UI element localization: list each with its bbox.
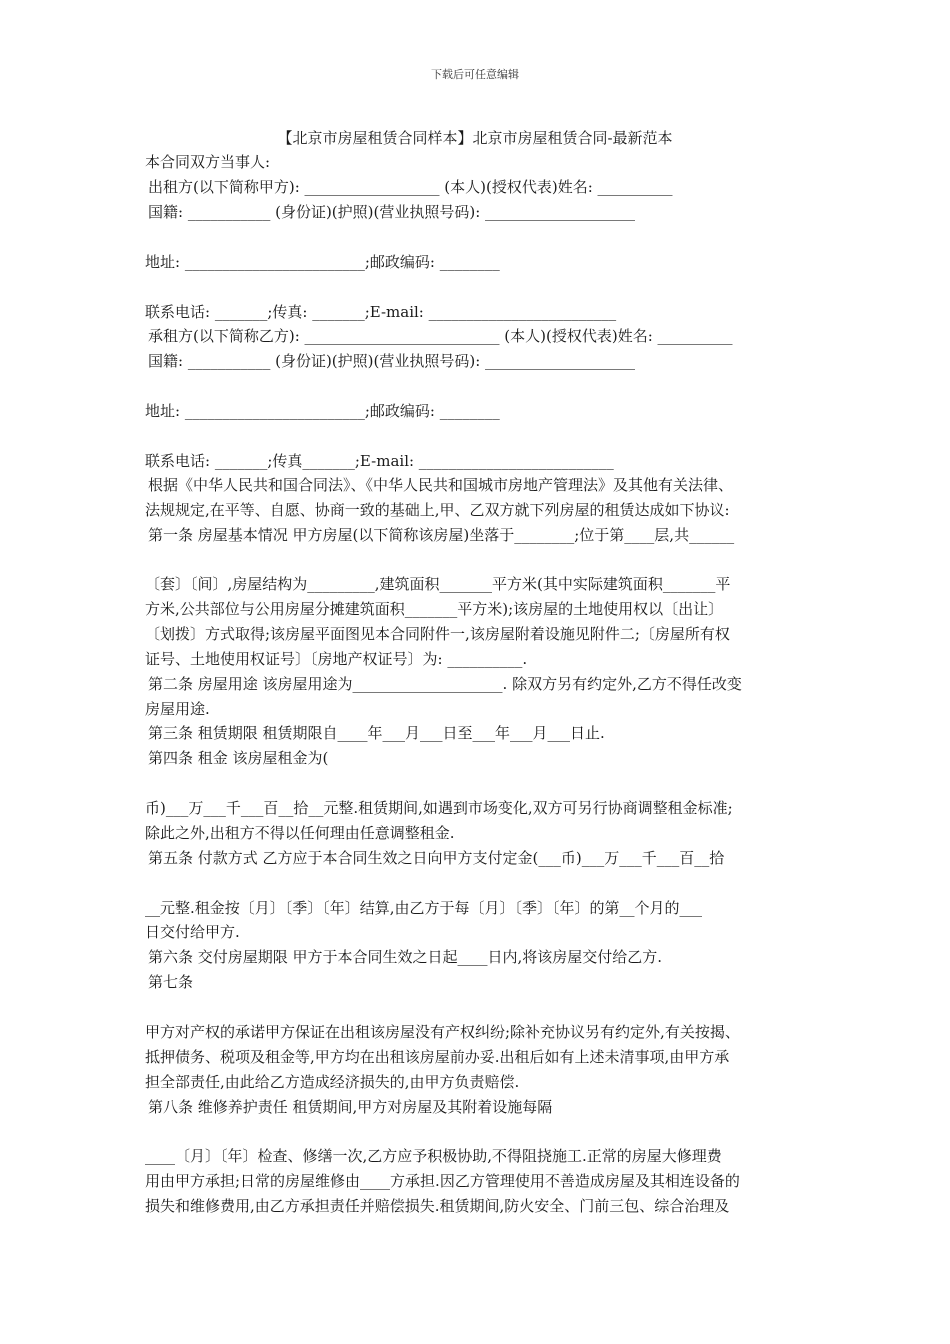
page-header: 下载后可任意编辑 <box>431 68 519 81</box>
text-line: 方米,公共部位与公用房屋分摊建筑面积_______平方米);该房屋的土地使用权以〔出让〕 <box>145 600 724 618</box>
text-line: 币)___万___千___百__拾__元整.租赁期间,如遇到市场变化,双方可另行协商调整租金标准; <box>145 799 733 817</box>
text-line: 〔套〕〔间〕,房屋结构为_________,建筑面积_______平方米(其中实际建筑面积_______平 <box>145 575 731 593</box>
document-title: 【北京市房屋租赁合同样本】北京市房屋租赁合同-最新范本 <box>277 129 673 147</box>
text-line: 联系电话: _______;传真_______;E-mail: __________________________ <box>145 452 614 470</box>
text-line: __元整.租金按〔月〕〔季〕〔年〕结算,由乙方于每〔月〕〔季〕〔年〕的第__个月的___ <box>145 899 703 917</box>
text-line: 担全部责任,由此给乙方造成经济损失的,由甲方负责赔偿. <box>145 1073 520 1091</box>
text-line: 根据《中华人民共和国合同法》、《中华人民共和国城市房地产管理法》及其他有关法律、 <box>148 476 734 494</box>
text-line: 损失和维修费用,由乙方承担责任并赔偿损失.租赁期间,防火安全、门前三包、综合治理及 <box>145 1197 730 1215</box>
text-line: 承租方(以下简称乙方): __________________________ (本人)(授权代表)姓名: __________ <box>148 327 733 345</box>
text-line: 第一条 房屋基本情况 甲方房屋(以下简称该房屋)坐落于________;位于第____层,共______ <box>148 526 735 544</box>
text-line: 联系电话: _______;传真: _______;E-mail: _________________________ <box>145 303 617 321</box>
text-line: ____〔月〕〔年〕检查、修缮一次,乙方应予积极协助,不得阻挠施工.正常的房屋大修理费 <box>145 1147 722 1165</box>
text-line: 第三条 租赁期限 租赁期限自____年___月___日至___年___月___日止. <box>148 724 605 742</box>
text-line: 国籍: ___________ (身份证)(护照)(营业执照号码): ____________________ <box>148 352 636 370</box>
text-line: 日交付给甲方. <box>145 923 240 941</box>
text-line: 法规规定,在平等、自愿、协商一致的基础上,甲、乙双方就下列房屋的租赁达成如下协议: <box>145 501 730 519</box>
text-line: 抵押债务、税项及租金等,甲方均在出租该房屋前办妥.出租后如有上述未清事项,由甲方承 <box>145 1048 730 1066</box>
text-line: 第二条 房屋用途 该房屋用途为____________________. 除双方另有约定外,乙方不得任改变 <box>148 675 742 693</box>
text-line: 出租方(以下简称甲方): __________________ (本人)(授权代表)姓名: __________ <box>148 178 673 196</box>
text-line: 第四条 租金 该房屋租金为( <box>148 749 329 767</box>
text-line: 第七条 <box>148 973 194 991</box>
text-line: 〔划拨〕方式取得;该房屋平面图见本合同附件一,该房屋附着设施见附件二;〔房屋所有权 <box>145 625 730 643</box>
text-line: 除此之外,出租方不得以任何理由任意调整租金. <box>145 824 455 842</box>
text-line: 地址: ________________________;邮政编码: ________ <box>145 253 500 271</box>
text-line: 第六条 交付房屋期限 甲方于本合同生效之日起____日内,将该房屋交付给乙方. <box>148 948 663 966</box>
text-line: 证号、土地使用权证号〕〔房地产权证号〕为: __________. <box>145 650 528 668</box>
text-line: 本合同双方当事人: <box>145 153 271 171</box>
text-line: 甲方对产权的承诺甲方保证在出租该房屋没有产权纠纷;除补充协议另有约定外,有关按揭、 <box>145 1023 740 1041</box>
text-line: 地址: ________________________;邮政编码: ________ <box>145 402 500 420</box>
text-line: 房屋用途. <box>145 700 210 718</box>
text-line: 国籍: ___________ (身份证)(护照)(营业执照号码): ____________________ <box>148 203 636 221</box>
text-line: 第八条 维修养护责任 租赁期间,甲方对房屋及其附着设施每隔 <box>148 1098 553 1116</box>
text-line: 第五条 付款方式 乙方应于本合同生效之日向甲方支付定金(___币)___万___千___百__拾 <box>148 849 725 867</box>
text-line: 用由甲方承担;日常的房屋维修由____方承担.因乙方管理使用不善造成房屋及其相连设备的 <box>145 1172 740 1190</box>
